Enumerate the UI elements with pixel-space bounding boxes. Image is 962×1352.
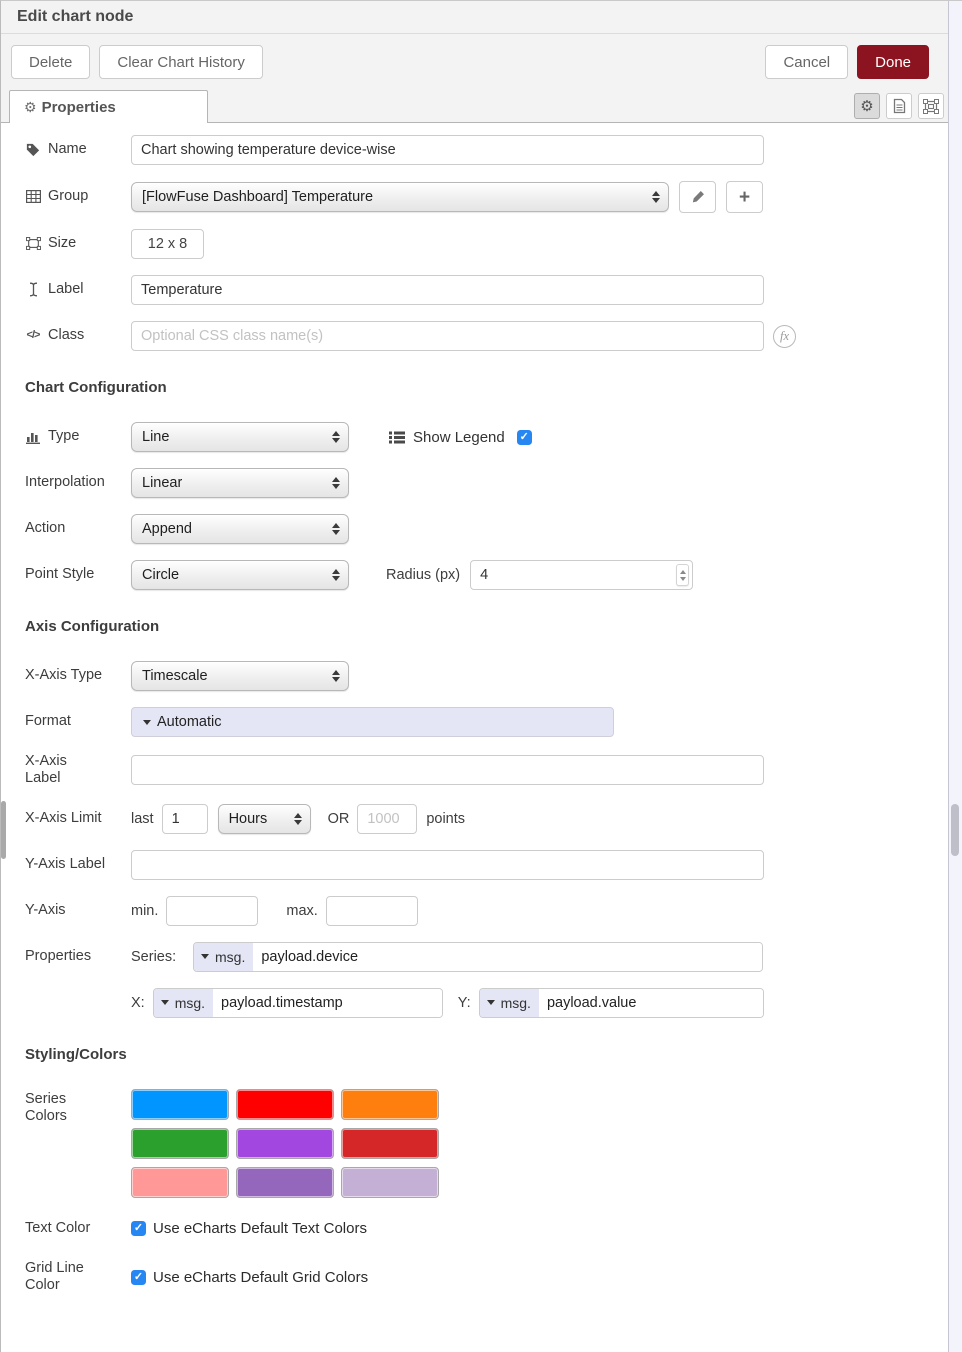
radius-input[interactable] [470,560,693,590]
tray-toolbar [1,34,948,90]
series-colors-label: Series Colors [25,1090,67,1125]
clear-chart-history-button[interactable]: Clear Chart History [99,45,263,79]
format-label: Format [25,713,71,730]
series-color-swatch[interactable] [341,1089,439,1120]
document-icon [891,98,907,114]
group-select-value: [FlowFuse Dashboard] Temperature [142,189,374,205]
action-row [25,514,948,544]
grid-color-checkbox[interactable] [131,1270,146,1285]
series-color-swatch[interactable] [341,1167,439,1198]
tray-header [1,1,948,34]
series-color-swatch[interactable] [236,1128,334,1159]
properties-series-row [25,942,948,972]
grid-color-row [25,1260,948,1295]
add-group-button[interactable] [726,181,763,213]
y-value-input[interactable] [539,989,763,1017]
points-label: points [426,810,466,827]
y-axis-row [25,896,948,926]
select-arrows-icon [332,670,340,682]
chevron-down-icon [487,1000,495,1005]
format-row [25,707,948,737]
fx-icon[interactable]: fx [773,325,796,348]
class-label: </> Class [26,327,85,344]
tab-bar [1,90,948,123]
cancel-button[interactable]: Cancel [765,45,848,79]
plus-icon: + [738,186,751,208]
size-button[interactable]: 12 x 8 [131,229,204,259]
gear-icon: ⚙ [24,99,37,115]
y-typed-input [479,988,764,1018]
series-label: Series: [131,948,177,965]
appearance-pane-button[interactable] [918,93,944,119]
x-axis-limit-row [25,804,948,834]
y-axis-min-input[interactable] [166,896,258,926]
scrollbar-thumb[interactable] [951,804,959,856]
type-label: Type [25,428,131,445]
format-typed-input[interactable] [131,707,614,737]
action-select-value: Append [142,521,192,537]
interpolation-select-value: Linear [142,475,183,491]
show-legend-checkbox[interactable] [517,430,532,445]
name-row [25,135,948,165]
x-axis-type-label: X-Axis Type [25,667,103,684]
show-legend-label: Show Legend [413,428,505,446]
action-select[interactable] [131,514,349,544]
or-label: OR [327,810,350,827]
grid-color-label: Grid Line Color [25,1259,84,1294]
i-cursor-icon [25,282,41,297]
series-value-input[interactable] [253,943,762,971]
text-color-checkbox[interactable] [131,1221,146,1236]
interpolation-label: Interpolation [25,474,105,491]
scrollbar[interactable] [948,1,962,1352]
point-style-label: Point Style [25,566,95,583]
series-color-swatch[interactable] [341,1128,439,1159]
y-type-button[interactable]: msg. [480,989,539,1017]
format-value: Automatic [157,714,222,730]
y-axis-max-input[interactable] [326,896,418,926]
chevron-down-icon [161,1000,169,1005]
text-color-checkbox-label: Use eCharts Default Text Colors [153,1220,367,1238]
tray-resize-grip[interactable] [1,801,6,859]
label-label: Label [25,281,131,298]
properties-xy-row [25,988,948,1018]
y-axis-label-row [25,850,948,880]
x-axis-limit-last-input[interactable] [162,804,208,834]
done-button[interactable]: Done [857,45,929,79]
label-row [25,275,948,305]
code-icon: </> [26,329,40,342]
y-axis-label: Y-Axis [25,902,66,919]
select-arrows-icon [332,523,340,535]
table-icon [25,190,41,203]
select-arrows-icon [332,569,340,581]
series-color-swatch[interactable] [131,1167,229,1198]
x-axis-limit-unit-select[interactable] [218,804,311,834]
group-select[interactable] [131,182,669,212]
class-row [25,321,948,351]
max-label: max. [286,902,318,919]
tray-title: Edit chart node [17,8,134,25]
axis-configuration-heading: Axis Configuration [25,618,160,635]
x-axis-label-input[interactable] [131,755,764,785]
legend-list-icon [389,431,405,444]
radius-label: Radius (px) [386,567,461,583]
series-color-swatch[interactable] [131,1089,229,1120]
appearance-icon [923,99,939,114]
y-axis-label-input[interactable] [131,850,764,880]
type-select[interactable] [131,422,349,452]
tab-properties[interactable] [9,90,208,123]
select-arrows-icon [294,813,302,825]
action-label: Action [25,520,66,537]
select-arrows-icon [332,477,340,489]
group-label: Group [25,188,131,205]
name-input[interactable] [131,135,764,165]
last-label: last [131,810,154,827]
x-axis-type-select-value: Timescale [142,668,208,684]
x-axis-limit-unit-value: Hours [228,810,268,827]
bar-chart-icon [25,430,41,444]
y-key-label: Y: [457,994,471,1011]
tag-icon [25,143,41,157]
size-row [25,229,948,259]
chart-configuration-heading: Chart Configuration [25,379,167,396]
select-arrows-icon [652,191,660,203]
series-color-swatch[interactable] [236,1089,334,1120]
x-axis-limit-points-input[interactable] [357,804,417,834]
tab-properties-label: Properties [41,98,116,116]
x-type-button[interactable]: msg. [154,989,213,1017]
text-color-row [25,1214,948,1244]
x-axis-label-row [25,753,948,788]
group-row [25,181,948,213]
point-style-select[interactable] [131,560,349,590]
edit-group-button[interactable] [679,181,716,213]
x-axis-type-row [25,661,948,691]
properties-label: Properties [25,948,92,965]
interpolation-select[interactable] [131,468,349,498]
size-label: Size [25,235,131,252]
class-input[interactable] [131,321,764,351]
stepper-arrows-icon[interactable] [676,564,689,586]
object-group-icon [25,237,41,250]
gear-icon: ⚙ [860,97,874,115]
interpolation-row [25,468,948,498]
pane-switcher [854,93,944,119]
styling-colors-heading: Styling/Colors [25,1045,127,1063]
series-color-swatch[interactable] [236,1167,334,1198]
radius-stepper [470,560,693,590]
show-legend-group [389,429,532,446]
series-color-swatch[interactable] [131,1128,229,1159]
x-axis-label-label: X-Axis Label [25,753,67,787]
chevron-down-icon [143,720,151,725]
x-typed-input [153,988,443,1018]
series-colors-row [25,1089,948,1198]
point-style-select-value: Circle [142,567,180,583]
description-pane-button[interactable] [886,93,912,119]
series-type-button[interactable]: msg. [194,943,253,971]
properties-form [1,123,948,1295]
label-input[interactable] [131,275,764,305]
x-key-label: X: [131,994,145,1011]
series-typed-input [193,942,763,972]
x-axis-limit-label: X-Axis Limit [25,810,102,827]
min-label: min. [131,902,159,919]
type-select-value: Line [142,429,170,445]
delete-button[interactable]: Delete [11,45,90,79]
name-label: Name [25,141,131,158]
grid-color-checkbox-label: Use eCharts Default Grid Colors [153,1268,369,1286]
y-axis-label-label: Y-Axis Label [25,856,106,873]
text-color-label: Text Color [25,1220,91,1237]
x-axis-type-select[interactable] [131,661,349,691]
type-row [25,422,948,452]
select-arrows-icon [332,431,340,443]
properties-pane-button[interactable] [854,93,880,119]
chevron-down-icon [201,954,209,959]
pencil-icon [690,190,706,204]
point-style-row [25,560,948,590]
x-value-input[interactable] [213,989,442,1017]
series-colors-grid [131,1089,446,1198]
